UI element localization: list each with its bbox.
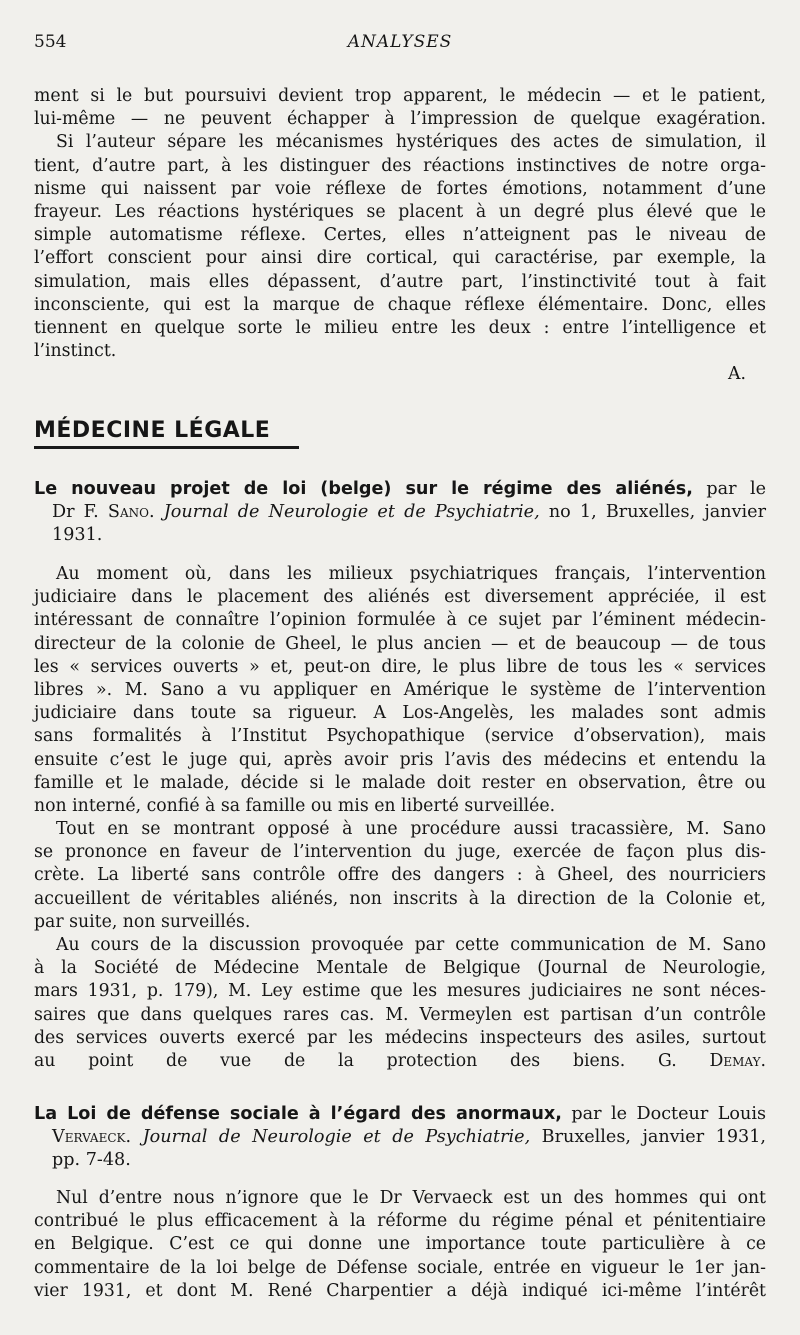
text-line: crète. La liberté sans contrôle offre des dangers : à Gheel, des nourriciers [34,865,766,886]
signature: G. Demay. [658,1050,766,1071]
title-bold: Le nouveau projet de loi (belge) sur le régime des aliénés, [34,479,693,499]
article-title [34,478,766,548]
text-line: directeur de la colonie de Gheel, le plus ancien — et de beaucoup — de tous [34,633,766,654]
text-line: ensuite c’est le juge qui, après avoir pris l’avis des médecins et entendu la [34,749,766,770]
text-line: nisme qui naissent par voie réflexe de fortes émotions, notamment d’une [34,178,766,199]
year: 1931. [52,525,103,546]
text-line: judiciaire dans le placement des aliénés est diversement appréciée, il est [34,587,766,608]
author-name: Sano. [107,502,155,523]
title-by: par le Docteur Louis [571,1104,766,1124]
text-line: inconsciente, qui est la marque de chaque réflexe élémentaire. Donc, elles [34,294,766,315]
title-by: par le [706,479,766,499]
text-line: non interné, confié à sa famille ou mis en liberté surveillée. [34,795,556,816]
text-line: se prononce en faveur de l’intervention du juge, exercée de façon plus dis- [34,842,766,863]
section-underline [34,446,299,449]
text-line: accueillent de véritables aliénés, non inscrits à la direction de la Colonie et, [34,888,766,909]
place-date: Bruxelles, janvier 1931, [541,1127,766,1148]
text-line: Si l’auteur sépare les mécanismes hystériques des actes de simulation, il [56,132,766,153]
text-line: famille et le malade, décide si le malade doit rester en observation, être ou [34,772,766,793]
text-line: simple automatisme réflexe. Certes, elles n’atteignent pas le niveau de [34,225,766,246]
running-title: ANALYSES [347,32,453,52]
continuation-paragraph [34,85,766,386]
issue: no 1, Bruxelles, janvier [548,502,766,523]
text-line: intéressant de connaître l’opinion formulée à ce sujet par l’éminent médecin- [34,610,766,631]
text-line: tiennent en quelque sorte le milieu entre les deux : entre l’intelligence et [34,317,766,338]
text-line: judiciaire dans toute sa rigueur. A Los-Angelès, les malades sont admis [34,703,766,724]
text-line: lui-même — ne peuvent échapper à l’impression de quelque exagération. [34,109,766,130]
page-header [34,32,766,54]
text-line: mars 1931, p. 179), M. Ley estime que les mesures judiciaires ne sont néces- [34,981,766,1002]
article-body [34,563,766,1073]
text-line: Tout en se montrant opposé à une procédure aussi tracassière, M. Sano [56,819,766,840]
text-line: l’instinct. [34,341,117,362]
text-line: les « services ouverts » et, peut-on dire, le plus libre de tous les « services [34,656,766,677]
journal-name: Journal de Neurologie et de Psychiatrie, [142,1127,531,1148]
title-bold: La Loi de défense sociale à l’égard des anormaux, [34,1104,562,1124]
pages: pp. 7-48. [52,1150,131,1171]
text-line: sans formalités à l’Institut Psychopathique (service d’observation), mais [34,726,766,747]
text-line: des services ouverts exercé par les médecins inspecteurs des asiles, surtout [34,1027,766,1048]
text-line: tient, d’autre part, à les distinguer des réactions instinctives de notre orga- [34,155,766,176]
article-title [34,1103,766,1173]
text-line: en Belgique. C’est ce qui donne une importance toute particulière à ce [34,1234,766,1255]
author-name: Vervaeck. [52,1127,132,1148]
journal-name: Journal de Neurologie et de Psychiatrie, [163,502,540,523]
text-line: par suite, non surveillés. [34,911,251,932]
text-line: Nul d’entre nous n’ignore que le Dr Vervaeck est un des hommes qui ont [56,1188,766,1208]
text-line: ment si le but poursuivi devient trop apparent, le médecin — et le patient, [34,86,766,106]
text-line: vier 1931, et dont M. René Charpentier a déjà indiqué ici-même l’intérêt [34,1280,766,1301]
text-line: à la Société de Médecine Mentale de Belgique (Journal de Neurologie, [34,958,766,979]
text-line: Au cours de la discussion provoquée par cette communication de M. Sano [56,935,766,955]
page-number: 554 [34,32,67,52]
text-line: Au moment où, dans les milieux psychiatriques français, l’intervention [56,564,766,584]
signature: A. [728,364,746,385]
text-line: l’effort conscient pour ainsi dire cortical, qui caractérise, par exemple, la [34,248,766,269]
section-title: MÉDECINE LÉGALE [34,418,271,443]
text-line: saires que dans quelques rares cas. M. Vermeylen est partisan d’un contrôle [34,1004,766,1025]
author-prefix: Dr F. [52,502,99,523]
text-line: commentaire de la loi belge de Défense sociale, entrée en vigueur le 1er jan- [34,1257,766,1278]
text-line: au point de vue de la protection des biens. [34,1050,626,1071]
text-line: simulation, mais elles dépassent, d’autre part, l’instinctivité tout à fait [34,271,766,292]
text-line: contribué le plus efficacement à la réforme du régime pénal et pénitentiaire [34,1211,766,1232]
text-line: frayeur. Les réactions hystériques se placent à un degré plus élevé que le [34,201,766,222]
text-line: libres ». M. Sano a vu appliquer en Amérique le système de l’intervention [34,679,766,700]
article-body [34,1187,766,1303]
